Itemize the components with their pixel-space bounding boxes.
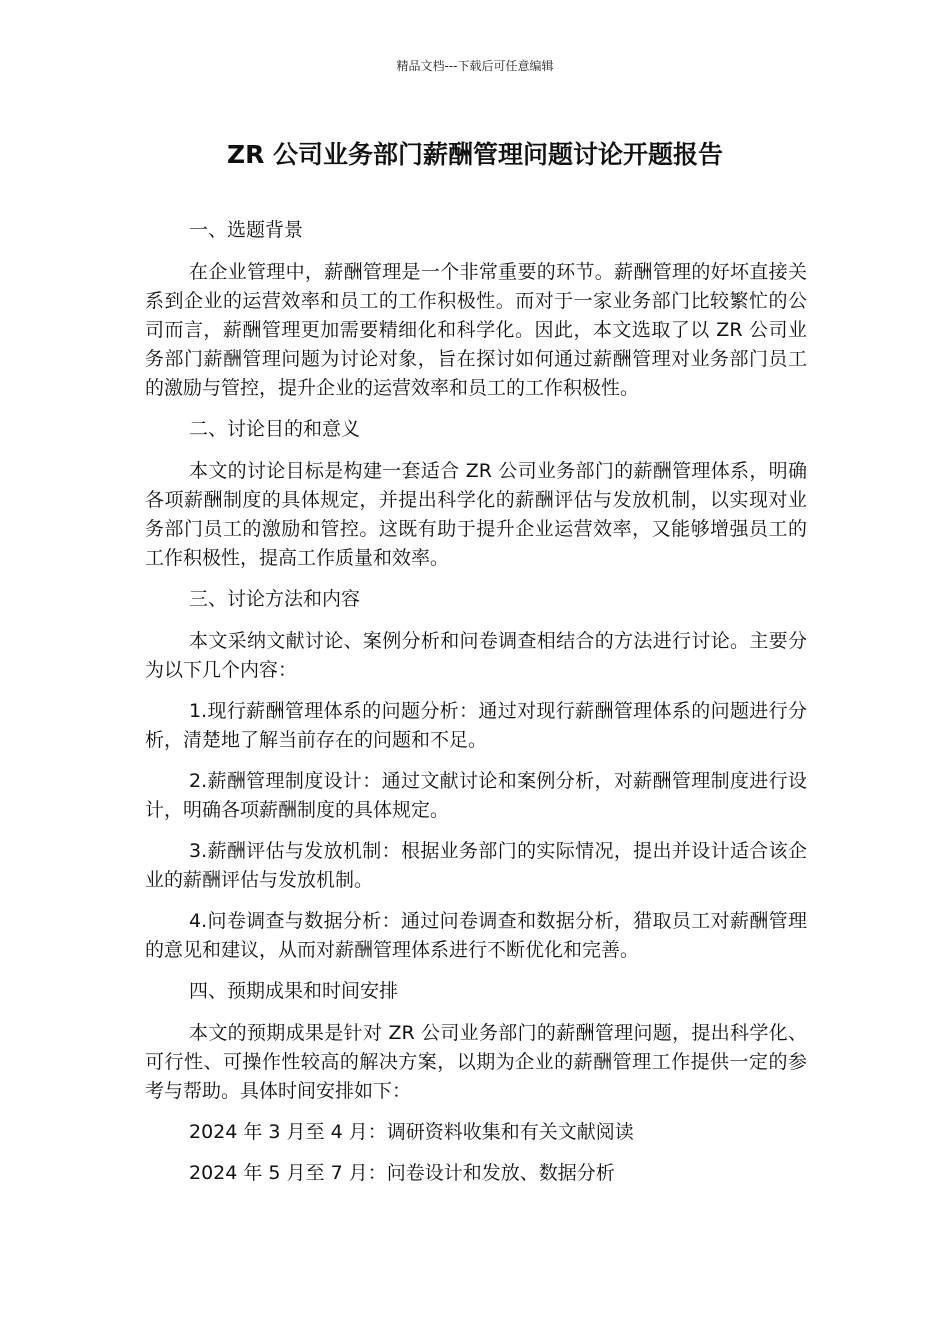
list-item-system-design: 2.薪酬管理制度设计：通过文献讨论和案例分析，对薪酬管理制度进行设计，明确各项薪酬制度的具体规定。 [145,770,807,821]
list-item-evaluation-mechanism: 3.薪酬评估与发放机制：根据业务部门的实际情况，提出并设计适合该企业的薪酬评估与发放机制。 [145,840,807,891]
schedule-item-2: 2024 年 5 月至 7 月：问卷设计和发放、数据分析 [189,1162,615,1184]
section-heading-purpose: 二、讨论目的和意义 [189,418,361,440]
paragraph-outcomes: 本文的预期成果是针对 ZR 公司业务部门的薪酬管理问题，提出科学化、可行性、可操作性较高的解决方案，以期为企业的薪酬管理工作提供一定的参考与帮助。具体时间安排如下： [145,1022,807,1102]
section-heading-outcomes: 四、预期成果和时间安排 [189,980,399,1002]
document-title: ZR 公司业务部门薪酬管理问题讨论开题报告 [226,140,724,169]
section-heading-methods: 三、讨论方法和内容 [189,588,361,610]
paragraph-background: 在企业管理中，薪酬管理是一个非常重要的环节。薪酬管理的好坏直接关系到企业的运营效率和员工的工作积极性。而对于一家业务部门比较繁忙的公司而言，薪酬管理更加需要精细化和科学化。因此，本文选取了以 ZR 公司业务部门薪酬管理问题为讨论对象，旨在探讨如何通过薪酬管理对业务部门员工的激励与管控，提升企业的运营效率和员工的工作积极性。 [145,261,807,399]
paragraph-methods-intro: 本文采纳文献讨论、案例分析和问卷调查相结合的方法进行讨论。主要分为以下几个内容： [145,630,807,681]
document-body [145,216,807,1200]
paragraph-purpose: 本文的讨论目标是构建一套适合 ZR 公司业务部门的薪酬管理体系，明确各项薪酬制度的具体规定，并提出科学化的薪酬评估与发放机制，以实现对业务部门员工的激励和管控。这既有助于提升企业运营效率，又能够增强员工的工作积极性，提高工作质量和效率。 [145,460,807,569]
list-item-problem-analysis: 1.现行薪酬管理体系的问题分析：通过对现行薪酬管理体系的问题进行分析，清楚地了解当前存在的问题和不足。 [145,700,807,751]
list-item-survey-analysis: 4.问卷调查与数据分析：通过问卷调查和数据分析，猎取员工对薪酬管理的意见和建议，从而对薪酬管理体系进行不断优化和完善。 [145,910,807,961]
section-heading-background: 一、选题背景 [189,219,304,241]
page-header-note: 精品文档---下载后可任意编辑 [396,59,554,73]
schedule-item-1: 2024 年 3 月至 4 月：调研资料收集和有关文献阅读 [189,1121,634,1143]
